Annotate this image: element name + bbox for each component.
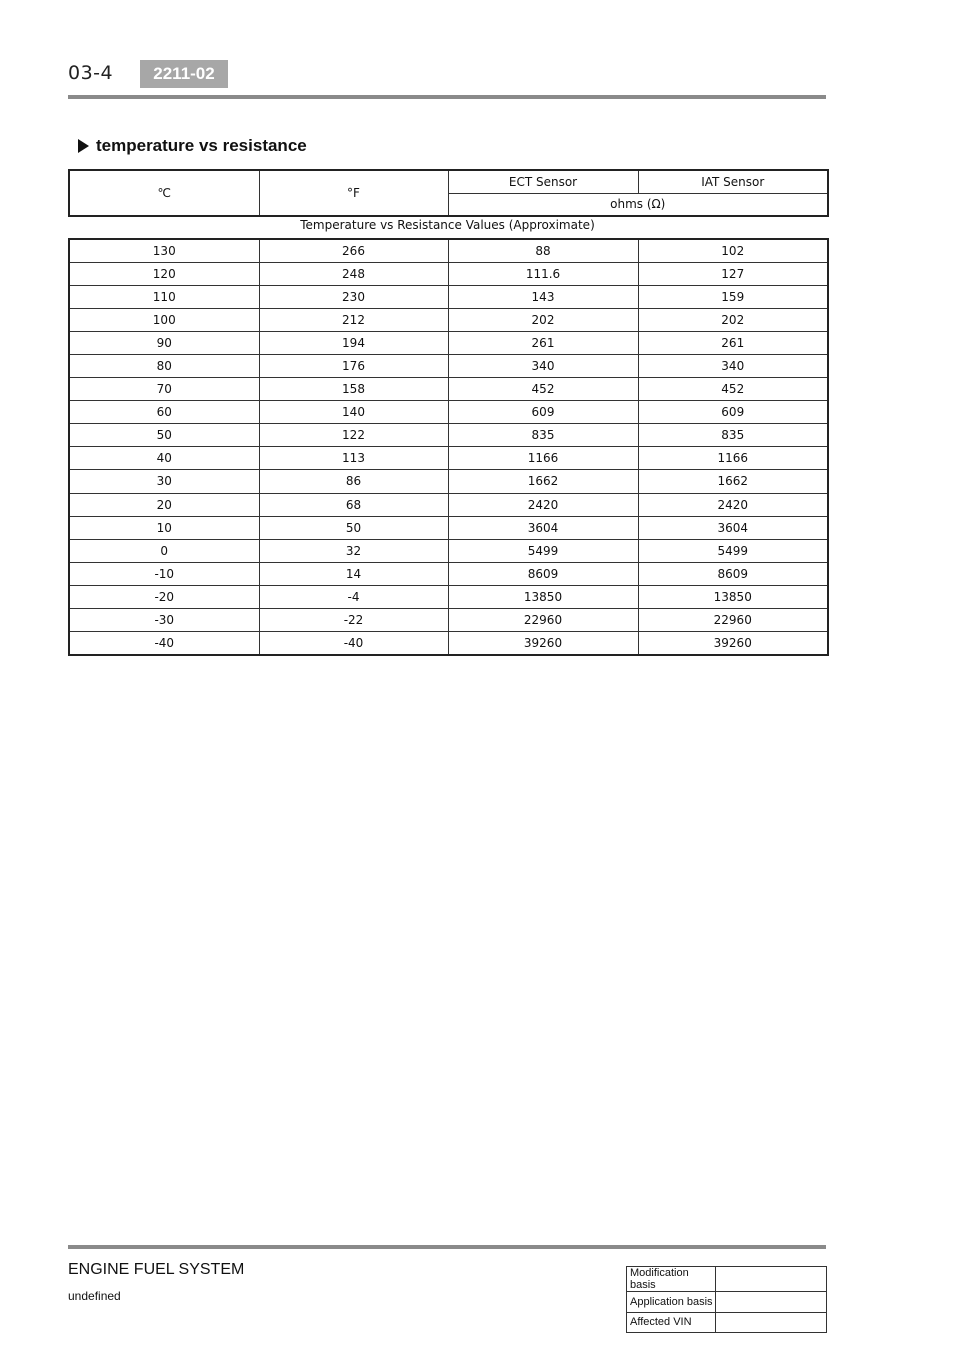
iat-resistance-cell: 159 <box>638 285 828 308</box>
iat-resistance-cell: 39260 <box>638 632 828 655</box>
fahrenheit-cell: 266 <box>259 239 448 262</box>
celsius-cell: 120 <box>69 262 259 285</box>
iat-resistance-cell: 3604 <box>638 516 828 539</box>
table-row <box>69 262 828 285</box>
header-divider <box>68 95 826 99</box>
table-row <box>69 378 828 401</box>
ect-resistance-cell: 22960 <box>448 609 638 632</box>
fahrenheit-cell: 176 <box>259 354 448 377</box>
ect-resistance-cell: 5499 <box>448 539 638 562</box>
table-row <box>69 585 828 608</box>
fahrenheit-cell: 50 <box>259 516 448 539</box>
ect-resistance-cell: 3604 <box>448 516 638 539</box>
table-row <box>69 493 828 516</box>
footer-subtitle: undefined <box>68 1289 121 1303</box>
fahrenheit-cell: 230 <box>259 285 448 308</box>
ect-resistance-cell: 261 <box>448 331 638 354</box>
modification-basis-value <box>716 1267 827 1292</box>
iat-resistance-cell: 2420 <box>638 493 828 516</box>
celsius-cell: 80 <box>69 354 259 377</box>
fahrenheit-cell: 86 <box>259 470 448 493</box>
fahrenheit-cell: 68 <box>259 493 448 516</box>
unit-header: ohms (Ω) <box>448 193 828 216</box>
section-title: temperature vs resistance <box>96 136 307 155</box>
iat-resistance-cell: 8609 <box>638 562 828 585</box>
celsius-cell: 30 <box>69 470 259 493</box>
table-row <box>69 239 828 262</box>
affected-vin-label: Affected VIN <box>627 1312 716 1333</box>
affected-vin-value <box>716 1312 827 1333</box>
ect-resistance-cell: 452 <box>448 378 638 401</box>
fahrenheit-cell: 248 <box>259 262 448 285</box>
ect-resistance-cell: 111.6 <box>448 262 638 285</box>
ect-resistance-cell: 835 <box>448 424 638 447</box>
footer-title: ENGINE FUEL SYSTEM <box>68 1261 245 1278</box>
iat-resistance-cell: 609 <box>638 401 828 424</box>
celsius-cell: -30 <box>69 609 259 632</box>
iat-resistance-cell: 102 <box>638 239 828 262</box>
application-basis-label: Application basis <box>627 1292 716 1313</box>
fahrenheit-cell: 122 <box>259 424 448 447</box>
fahrenheit-cell: -40 <box>259 632 448 655</box>
fahrenheit-cell: 194 <box>259 331 448 354</box>
ect-resistance-cell: 340 <box>448 354 638 377</box>
section-heading <box>78 136 307 156</box>
ect-resistance-cell: 143 <box>448 285 638 308</box>
iat-resistance-cell: 13850 <box>638 585 828 608</box>
fahrenheit-cell: 158 <box>259 378 448 401</box>
ect-resistance-cell: 2420 <box>448 493 638 516</box>
table-row <box>69 308 828 331</box>
iat-resistance-cell: 835 <box>638 424 828 447</box>
table-row <box>69 285 828 308</box>
table-row <box>69 447 828 470</box>
iat-resistance-cell: 340 <box>638 354 828 377</box>
table-header <box>68 169 829 217</box>
footer-divider <box>68 1245 826 1249</box>
celsius-cell: 0 <box>69 539 259 562</box>
iat-resistance-cell: 202 <box>638 308 828 331</box>
fahrenheit-header: °F <box>259 170 448 216</box>
celsius-cell: 50 <box>69 424 259 447</box>
ect-resistance-cell: 39260 <box>448 632 638 655</box>
triangle-bullet-icon <box>78 139 89 153</box>
celsius-cell: 130 <box>69 239 259 262</box>
ect-resistance-cell: 8609 <box>448 562 638 585</box>
celsius-cell: 10 <box>69 516 259 539</box>
celsius-cell: -20 <box>69 585 259 608</box>
iat-resistance-cell: 22960 <box>638 609 828 632</box>
celsius-cell: 110 <box>69 285 259 308</box>
fahrenheit-cell: 113 <box>259 447 448 470</box>
ect-resistance-cell: 1662 <box>448 470 638 493</box>
table-row <box>69 470 828 493</box>
ect-resistance-cell: 202 <box>448 308 638 331</box>
fahrenheit-cell: -4 <box>259 585 448 608</box>
fahrenheit-cell: -22 <box>259 609 448 632</box>
fahrenheit-cell: 32 <box>259 539 448 562</box>
ect-resistance-cell: 88 <box>448 239 638 262</box>
ect-resistance-cell: 1166 <box>448 447 638 470</box>
iat-resistance-cell: 452 <box>638 378 828 401</box>
table-row <box>69 539 828 562</box>
iat-sensor-header: IAT Sensor <box>638 170 828 193</box>
basis-table <box>626 1266 827 1333</box>
table-row <box>69 562 828 585</box>
celsius-cell: -10 <box>69 562 259 585</box>
iat-resistance-cell: 5499 <box>638 539 828 562</box>
modification-basis-label: Modification basis <box>627 1267 716 1292</box>
iat-resistance-cell: 261 <box>638 331 828 354</box>
table-row <box>69 632 828 655</box>
resistance-table <box>68 238 829 656</box>
celsius-cell: 60 <box>69 401 259 424</box>
table-row <box>69 516 828 539</box>
ect-sensor-header: ECT Sensor <box>448 170 638 193</box>
table-row <box>69 331 828 354</box>
table-caption: Temperature vs Resistance Values (Approximate) <box>300 218 595 232</box>
celsius-cell: 40 <box>69 447 259 470</box>
celsius-cell: -40 <box>69 632 259 655</box>
table-row <box>69 401 828 424</box>
iat-resistance-cell: 127 <box>638 262 828 285</box>
section-code-badge: 2211-02 <box>140 60 228 88</box>
celsius-header: ℃ <box>69 170 259 216</box>
table-row <box>69 609 828 632</box>
celsius-cell: 70 <box>69 378 259 401</box>
application-basis-value <box>716 1292 827 1313</box>
table-row <box>69 424 828 447</box>
fahrenheit-cell: 140 <box>259 401 448 424</box>
iat-resistance-cell: 1166 <box>638 447 828 470</box>
iat-resistance-cell: 1662 <box>638 470 828 493</box>
celsius-cell: 90 <box>69 331 259 354</box>
celsius-cell: 100 <box>69 308 259 331</box>
celsius-cell: 20 <box>69 493 259 516</box>
fahrenheit-cell: 14 <box>259 562 448 585</box>
page-number: 03-4 <box>68 62 114 84</box>
table-row <box>69 354 828 377</box>
ect-resistance-cell: 609 <box>448 401 638 424</box>
ect-resistance-cell: 13850 <box>448 585 638 608</box>
fahrenheit-cell: 212 <box>259 308 448 331</box>
